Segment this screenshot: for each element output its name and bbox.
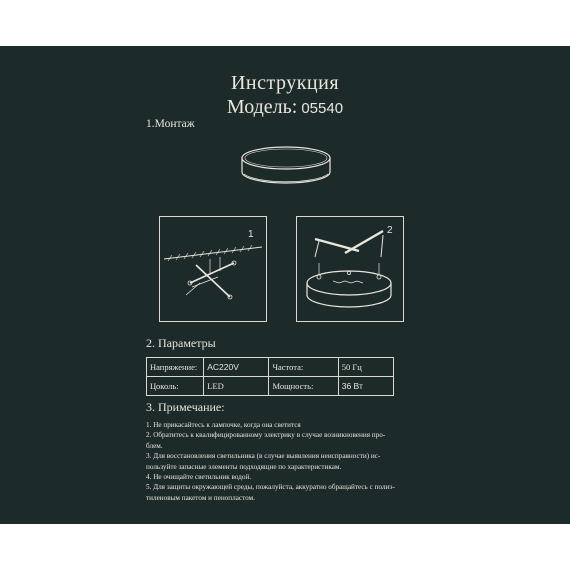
- mounting-figure-1: [159, 216, 267, 322]
- parameters-table: [146, 357, 394, 396]
- table-cell: 50 Гц: [338, 358, 393, 377]
- list-item: 5. Для защиты окружающей среды, пожалуйста, аккуратно обращайтесь с полиэ-: [146, 483, 395, 492]
- model-number: 05540: [301, 100, 344, 117]
- lamp-attachment-diagram: [297, 217, 403, 321]
- figure-2-number: 2: [387, 225, 393, 236]
- table-row: [147, 358, 394, 377]
- list-item: блем.: [146, 441, 163, 450]
- ceiling-lamp-illustration: [238, 144, 334, 190]
- model-label: Модель:: [226, 96, 298, 118]
- list-item: 3. Для восстановления светильника (в случае выявления неисправности) ис-: [146, 452, 381, 461]
- list-item: 1. Не прикасайтесь к лампочке, когда она светится: [146, 421, 301, 429]
- table-cell: LED: [204, 377, 269, 396]
- list-item: 4. Не очищайте светильник водой.: [146, 473, 252, 482]
- model-line: [0, 96, 570, 119]
- table-cell: Цоколь:: [147, 377, 204, 396]
- document-title: Инструкция: [230, 72, 340, 94]
- list-item: тиленовым пакетом и пенопластом.: [146, 493, 255, 502]
- mounting-figure-2: [296, 216, 404, 322]
- list-item: 2. Обратитесь к квалифицированному электрику в случае возникновения про-: [146, 431, 386, 440]
- bracket-mounting-diagram: [160, 217, 266, 321]
- table-cell: Частота:: [269, 358, 338, 377]
- figure-1-number: 1: [248, 229, 254, 240]
- table-cell: AC220V: [204, 358, 269, 377]
- mounting-heading: 1.Монтаж: [146, 118, 195, 130]
- list-item: пользуйте запасные элементы подходящие по характеристикам.: [146, 462, 342, 471]
- table-cell: Напряжение:: [147, 358, 204, 377]
- table-cell: 36 Вт: [338, 377, 393, 396]
- notes-heading: 3. Примечание:: [146, 400, 225, 414]
- notes-list: [146, 420, 421, 503]
- instruction-sheet: [0, 46, 570, 524]
- table-cell: Мощность:: [269, 377, 338, 396]
- table-row: [147, 377, 394, 396]
- parameters-heading: 2. Параметры: [146, 336, 216, 350]
